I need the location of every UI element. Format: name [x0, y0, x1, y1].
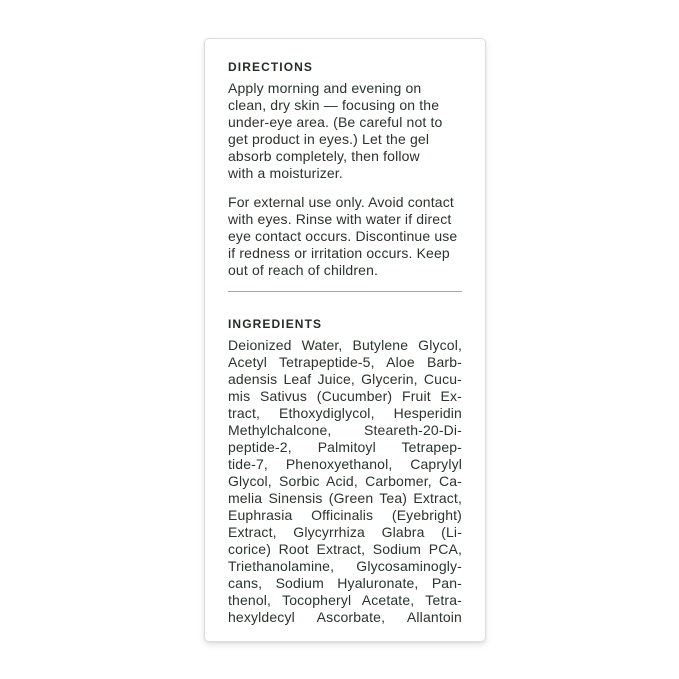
- text-line: hexyldecyl Ascorbate, Allantoin: [228, 609, 462, 625]
- text-line: tract, Ethoxydiglycol, Hesperidin: [228, 405, 462, 421]
- text-line: cans, Sodium Hyaluronate, Pan-: [228, 575, 462, 591]
- ingredients-text: [228, 337, 462, 626]
- text-line: tide-7, Phenoxyethanol, Caprylyl: [228, 456, 462, 472]
- text-line: Methylchalcone, Steareth-20-Di-: [228, 422, 462, 438]
- text-line: melia Sinensis (Green Tea) Extract,: [228, 490, 462, 506]
- ingredients-heading: INGREDIENTS: [228, 317, 323, 331]
- text-line: with a moisturizer.: [228, 165, 343, 181]
- text-line: Acetyl Tetrapeptide-5, Aloe Barb-: [228, 354, 462, 370]
- text-line: thenol, Tocopheryl Acetate, Tetra-: [228, 592, 462, 608]
- text-line: Glycol, Sorbic Acid, Carbomer, Ca-: [228, 473, 462, 489]
- text-line: corice) Root Extract, Sodium PCA,: [228, 541, 462, 557]
- text-line: get product in eyes.) Let the gel: [228, 131, 430, 147]
- product-label-panel: [204, 38, 486, 642]
- text-line: absorb completely, then follow: [228, 148, 420, 164]
- text-line: eye contact occurs. Discontinue use: [228, 228, 458, 244]
- directions-paragraph-warning: [228, 194, 462, 279]
- section-divider: [228, 291, 462, 292]
- text-line: For external use only. Avoid contact: [228, 194, 454, 210]
- text-line: Deionized Water, Butylene Glycol,: [228, 337, 462, 353]
- text-line: Extract, Glycyrrhiza Glabra (Li-: [228, 524, 462, 540]
- text-line: Apply morning and evening on: [228, 80, 422, 96]
- text-line: Euphrasia Officinalis (Eyebright): [228, 507, 462, 523]
- directions-heading: DIRECTIONS: [228, 60, 314, 74]
- text-line: under-eye area. (Be careful not to: [228, 114, 443, 130]
- text-line: Triethanolamine, Glycosaminogly-: [228, 558, 462, 574]
- text-line: peptide-2, Palmitoyl Tetrapep-: [228, 439, 462, 455]
- text-line: with eyes. Rinse with water if direct: [228, 211, 452, 227]
- directions-paragraph-usage: [228, 80, 462, 182]
- text-line: if redness or irritation occurs. Keep: [228, 245, 450, 261]
- text-line: out of reach of children.: [228, 262, 379, 278]
- text-line: clean, dry skin — focusing on the: [228, 97, 440, 113]
- text-line: mis Sativus (Cucumber) Fruit Ex-: [228, 388, 462, 404]
- text-line: adensis Leaf Juice, Glycerin, Cucu-: [228, 371, 462, 387]
